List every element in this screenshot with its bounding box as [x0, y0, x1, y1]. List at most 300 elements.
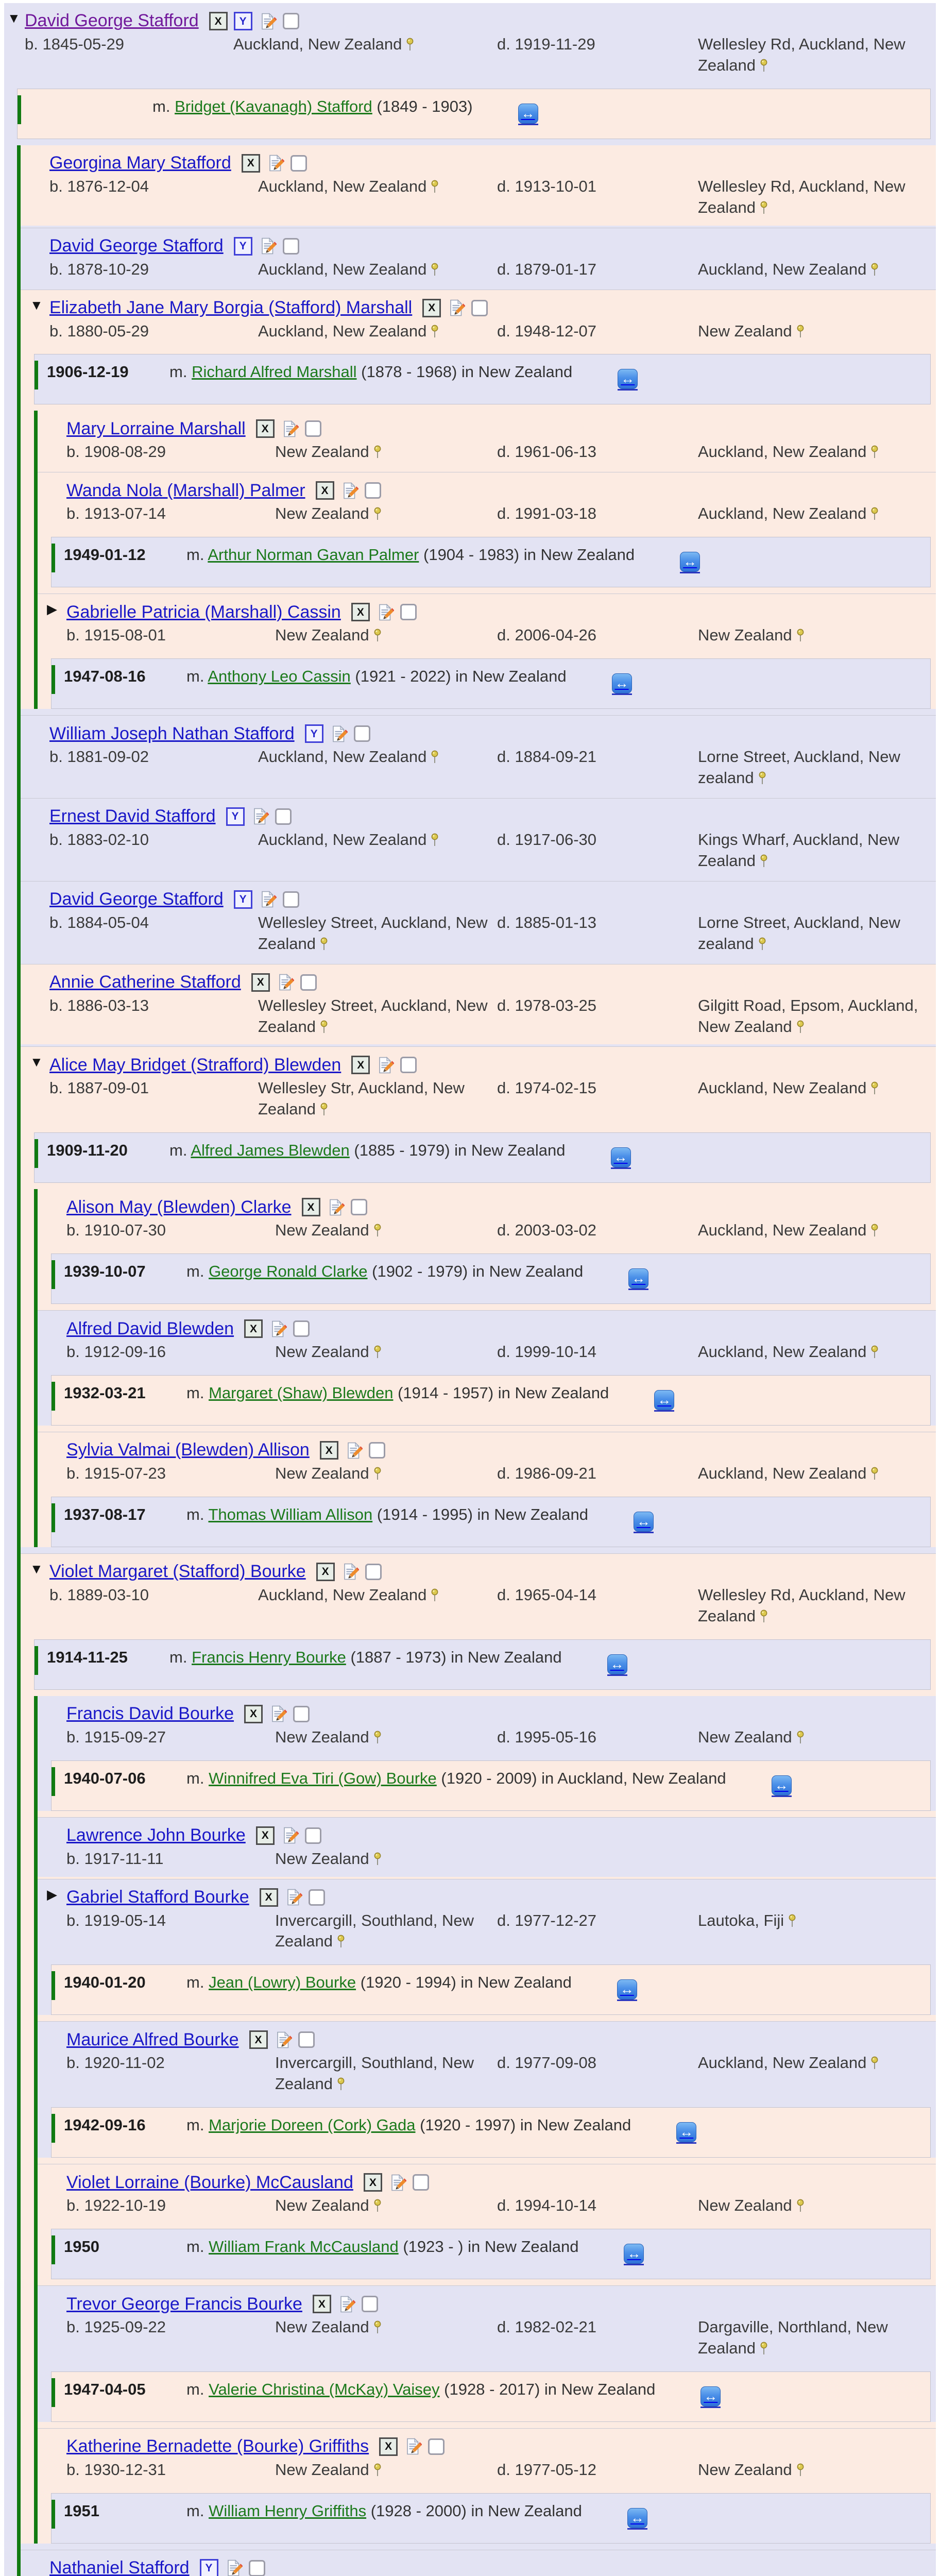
- x-dna-icon: X: [316, 1563, 335, 1581]
- expand-toggle-icon[interactable]: ▶: [47, 601, 57, 617]
- marriage-text: m. William Henry Griffiths (1928 - 2000) in New Zealand: [186, 2501, 582, 2520]
- left-right-arrow-icon[interactable]: ↔: [628, 1268, 648, 1289]
- edit-note-icon[interactable]: [330, 725, 348, 743]
- edit-note-icon[interactable]: [251, 807, 269, 825]
- spouse-link[interactable]: Thomas William Allison: [208, 1505, 373, 1523]
- edit-note-icon[interactable]: [447, 299, 465, 317]
- select-checkbox[interactable]: [298, 2031, 315, 2048]
- spouse-link[interactable]: Valerie Christina (McKay) Vaisey: [209, 2380, 440, 2398]
- map-pin-icon[interactable]: [870, 445, 879, 459]
- map-pin-icon[interactable]: [373, 445, 382, 459]
- person-block: [21, 228, 936, 287]
- map-pin-icon[interactable]: [373, 2199, 382, 2213]
- marriage-row: [51, 2493, 931, 2544]
- person-link[interactable]: Violet Lorraine (Bourke) McCausland: [66, 2172, 353, 2192]
- swap-spouse-link[interactable]: [627, 2508, 647, 2530]
- spouse-link[interactable]: Francis Henry Bourke: [192, 1648, 346, 1666]
- person-subtree: [51, 537, 936, 587]
- select-checkbox[interactable]: [309, 1889, 325, 1906]
- edit-note-icon[interactable]: [281, 420, 299, 438]
- spouse-link[interactable]: William Frank McCausland: [209, 2238, 399, 2256]
- spouse-link[interactable]: Arthur Norman Gavan Palmer: [208, 546, 419, 564]
- map-pin-icon[interactable]: [373, 629, 382, 642]
- birth-place: New Zealand: [275, 2317, 497, 2338]
- edit-note-icon[interactable]: [259, 237, 277, 255]
- map-pin-icon[interactable]: [373, 2463, 382, 2477]
- vitals-row: [66, 1462, 933, 1486]
- birth-place: New Zealand: [275, 1463, 497, 1484]
- birth-date: b. 1845-05-29: [25, 35, 125, 53]
- swap-spouse-link[interactable]: [628, 1268, 648, 1290]
- death-date: d. 1982-02-21: [497, 2318, 597, 2336]
- edit-note-icon[interactable]: [345, 1442, 363, 1460]
- death-place: New Zealand: [698, 321, 931, 342]
- left-right-arrow-icon[interactable]: ↔: [700, 2386, 721, 2406]
- swap-spouse-link[interactable]: [680, 552, 700, 573]
- person-badges: [302, 1198, 367, 1216]
- map-pin-icon[interactable]: [870, 1467, 879, 1481]
- person-subtree: [51, 2107, 936, 2158]
- person-subtree: [34, 1639, 936, 2544]
- person-header: [66, 1195, 933, 1219]
- death-date: d. 1879-01-17: [497, 260, 597, 278]
- children-container: [34, 411, 936, 709]
- edit-note-icon[interactable]: [274, 2031, 292, 2049]
- birth-date: b. 1883-02-10: [49, 830, 149, 849]
- person-link[interactable]: Alison May (Blewden) Clarke: [66, 1197, 292, 1217]
- death-place: New Zealand: [698, 2460, 931, 2481]
- person-link[interactable]: Annie Catherine Stafford: [49, 972, 241, 992]
- person-row: [21, 145, 936, 226]
- map-pin-icon[interactable]: [870, 507, 879, 521]
- select-checkbox[interactable]: [293, 1706, 310, 1722]
- map-pin-icon[interactable]: [320, 1020, 328, 1034]
- map-pin-icon[interactable]: [431, 750, 439, 764]
- swap-spouse-link[interactable]: [654, 1390, 674, 1412]
- swap-spouse-link[interactable]: [624, 2244, 644, 2265]
- x-dna-icon: X: [209, 12, 228, 30]
- y-dna-icon: Y: [226, 807, 245, 826]
- person-link[interactable]: Maurice Alfred Bourke: [66, 2029, 239, 2049]
- x-dna-icon: X: [251, 973, 270, 992]
- birth-place: Invercargill, Southland, New Zealand: [275, 1911, 474, 1951]
- birth-date: b. 1915-07-23: [66, 1464, 166, 1483]
- left-right-arrow-icon[interactable]: ↔: [618, 369, 638, 389]
- person-header: [49, 805, 933, 828]
- map-pin-icon[interactable]: [760, 1609, 768, 1623]
- left-right-arrow-icon[interactable]: ↔: [611, 1147, 631, 1167]
- person-header: [66, 2292, 933, 2316]
- collapse-toggle-icon[interactable]: ▼: [30, 1054, 43, 1070]
- marriage-date: 1932-03-21: [64, 1384, 146, 1402]
- left-right-arrow-icon[interactable]: ↔: [772, 1775, 792, 1795]
- map-pin-icon[interactable]: [760, 2342, 768, 2355]
- collapse-toggle-icon[interactable]: ▼: [7, 10, 21, 26]
- marriage-accent-bar: [35, 1646, 38, 1675]
- person-link[interactable]: Georgina Mary Stafford: [49, 153, 231, 173]
- marriage-accent-bar: [35, 1139, 38, 1168]
- select-checkbox[interactable]: [249, 2560, 265, 2576]
- person-link[interactable]: Sylvia Valmai (Blewden) Allison: [66, 1440, 310, 1460]
- select-checkbox[interactable]: [275, 808, 292, 825]
- spouse-link[interactable]: Jean (Lowry) Bourke: [209, 1973, 356, 1992]
- person-block: [21, 1553, 936, 2544]
- map-pin-icon[interactable]: [870, 1081, 879, 1095]
- person-subtree: [51, 1375, 936, 1426]
- marriage-row: [34, 1639, 931, 1690]
- person-link[interactable]: Gabriel Stafford Bourke: [66, 1887, 249, 1907]
- marriage-accent-bar: [18, 95, 21, 124]
- person-link[interactable]: Alfred David Blewden: [66, 1318, 234, 1338]
- spouse-link[interactable]: Margaret (Shaw) Blewden: [209, 1384, 394, 1402]
- x-dna-icon: X: [256, 419, 275, 438]
- person-link[interactable]: Gabrielle Patricia (Marshall) Cassin: [66, 602, 341, 622]
- spouse-link[interactable]: Winnifred Eva Tiri (Gow) Bourke: [209, 1769, 437, 1787]
- map-pin-icon[interactable]: [796, 1020, 805, 1034]
- person-subtree: [51, 1253, 936, 1304]
- select-checkbox[interactable]: [428, 2438, 445, 2455]
- map-pin-icon[interactable]: [373, 2320, 382, 2334]
- map-pin-icon[interactable]: [760, 59, 768, 73]
- marriage-text: m. Bridget (Kavanagh) Stafford (1849 - 1903): [152, 97, 473, 115]
- edit-note-icon[interactable]: [341, 1563, 359, 1581]
- birth-date: b. 1889-03-10: [49, 1585, 149, 1604]
- person-row: [21, 716, 936, 796]
- person-header: [49, 1053, 933, 1077]
- person-subtree: [51, 1760, 936, 1811]
- person-row: [38, 472, 936, 532]
- birth-date: b. 1915-08-01: [66, 626, 166, 645]
- map-pin-icon[interactable]: [373, 1731, 382, 1744]
- map-pin-icon[interactable]: [320, 937, 328, 951]
- map-pin-icon[interactable]: [870, 2056, 879, 2070]
- death-date: d. 1994-10-14: [497, 2196, 597, 2215]
- death-date: d. 1884-09-21: [497, 748, 597, 766]
- birth-date: b. 1887-09-01: [49, 1079, 149, 1097]
- person-link[interactable]: Wanda Nola (Marshall) Palmer: [66, 480, 305, 500]
- edit-note-icon[interactable]: [337, 2295, 355, 2313]
- person-block: [21, 1046, 936, 1547]
- death-place: Auckland, New Zealand: [698, 2053, 931, 2074]
- select-checkbox[interactable]: [290, 155, 307, 172]
- birth-place: New Zealand: [275, 1342, 497, 1363]
- left-right-arrow-icon[interactable]: ↔: [607, 1654, 627, 1674]
- death-place: Wellesley Rd, Auckland, New Zealand: [698, 177, 905, 216]
- birth-place: Auckland, New Zealand: [258, 1585, 497, 1606]
- map-pin-icon[interactable]: [373, 1224, 382, 1238]
- person-link[interactable]: Elizabeth Jane Mary Borgia (Stafford) Marshall: [49, 297, 413, 317]
- person-block: [38, 1432, 936, 1547]
- death-date: d. 1977-12-27: [497, 1911, 597, 1929]
- spouse-link[interactable]: Marjorie Doreen (Cork) Gada: [209, 2116, 416, 2134]
- map-pin-icon[interactable]: [373, 507, 382, 521]
- left-right-arrow-icon[interactable]: ↔: [612, 673, 632, 693]
- x-dna-icon: X: [260, 1888, 278, 1907]
- marriage-row: [34, 354, 931, 404]
- person-link[interactable]: Katherine Bernadette (Bourke) Griffiths: [66, 2436, 369, 2456]
- person-header: [49, 1560, 933, 1584]
- select-checkbox[interactable]: [369, 1442, 385, 1459]
- person-link[interactable]: Ernest David Stafford: [49, 806, 216, 826]
- x-dna-icon: X: [351, 603, 370, 621]
- person-subtree: [51, 658, 936, 709]
- person-subtree: [51, 2371, 936, 2422]
- death-place: Wellesley Rd, Auckland, New Zealand: [698, 1585, 905, 1625]
- birth-place: Auckland, New Zealand: [258, 829, 497, 851]
- edit-note-icon[interactable]: [388, 2174, 406, 2192]
- map-pin-icon[interactable]: [337, 2077, 345, 2091]
- map-pin-icon[interactable]: [373, 1852, 382, 1866]
- swap-spouse-link[interactable]: [617, 1979, 637, 2001]
- person-badges: [234, 237, 299, 256]
- expand-toggle-icon[interactable]: ▶: [47, 1886, 57, 1902]
- map-pin-icon[interactable]: [431, 263, 439, 277]
- person-header: [66, 1824, 933, 1848]
- death-place: Auckland, New Zealand: [698, 259, 931, 280]
- person-link[interactable]: David George Stafford: [25, 11, 199, 31]
- marriage-date: 1906-12-19: [47, 363, 129, 381]
- spouse-link[interactable]: Anthony Leo Cassin: [208, 667, 351, 686]
- select-checkbox[interactable]: [365, 482, 381, 499]
- person-header: [66, 1317, 933, 1341]
- left-right-arrow-icon[interactable]: ↔: [680, 552, 700, 572]
- person-block: [38, 1879, 936, 2015]
- marriage-accent-bar: [52, 1503, 55, 1532]
- map-pin-icon[interactable]: [796, 325, 805, 338]
- left-right-arrow-icon[interactable]: ↔: [676, 2122, 696, 2142]
- left-right-arrow-icon[interactable]: ↔: [624, 2244, 644, 2264]
- person-header: [25, 9, 933, 33]
- person-header: [66, 1886, 933, 1909]
- select-checkbox[interactable]: [305, 420, 321, 437]
- vitals-row: [66, 1341, 933, 1365]
- edit-note-icon[interactable]: [281, 1826, 299, 1844]
- birth-date: b. 1886-03-13: [49, 996, 149, 1014]
- vitals-row: [49, 175, 933, 221]
- marriage-row: [51, 1253, 931, 1304]
- person-block: [38, 1189, 936, 1304]
- person-badges: [242, 154, 307, 173]
- vitals-row: [66, 2316, 933, 2361]
- select-checkbox[interactable]: [351, 1199, 367, 1215]
- map-pin-icon[interactable]: [320, 1103, 328, 1116]
- map-pin-icon[interactable]: [760, 201, 768, 215]
- person-link[interactable]: David George Stafford: [49, 236, 224, 256]
- person-badges: [200, 2559, 265, 2576]
- vitals-row: [66, 1909, 933, 1955]
- person-link[interactable]: Nathaniel Stafford: [49, 2558, 190, 2576]
- edit-note-icon[interactable]: [259, 890, 277, 908]
- birth-date: b. 1913-07-14: [66, 504, 166, 523]
- select-checkbox[interactable]: [400, 604, 417, 620]
- select-checkbox[interactable]: [354, 725, 370, 742]
- collapse-toggle-icon[interactable]: ▼: [30, 297, 43, 313]
- person-badges: [351, 603, 417, 621]
- swap-spouse-link[interactable]: [618, 369, 638, 391]
- person-link[interactable]: Mary Lorraine Marshall: [66, 418, 246, 438]
- swap-spouse-link[interactable]: [607, 1654, 627, 1676]
- edit-note-icon[interactable]: [284, 1888, 302, 1906]
- select-checkbox[interactable]: [283, 891, 299, 908]
- vitals-row: [66, 1848, 933, 1872]
- person-subtree: [34, 354, 936, 709]
- swap-spouse-link[interactable]: [772, 1775, 792, 1797]
- death-date: d. 1961-06-13: [497, 443, 597, 461]
- marriage-text: m. Valerie Christina (McKay) Vaisey (1928 - 2017) in New Zealand: [186, 2380, 656, 2398]
- select-checkbox[interactable]: [283, 238, 299, 255]
- collapse-toggle-icon[interactable]: ▼: [30, 1561, 43, 1577]
- person-link[interactable]: David George Stafford: [49, 889, 224, 909]
- edit-note-icon[interactable]: [225, 2559, 243, 2576]
- birth-place: Wellesley Str, Auckland, New Zealand: [258, 1079, 465, 1118]
- person-row: [4, 3, 936, 83]
- map-pin-icon[interactable]: [796, 2199, 805, 2213]
- swap-spouse-link[interactable]: [612, 673, 632, 695]
- map-pin-icon[interactable]: [337, 1935, 345, 1948]
- left-right-arrow-icon[interactable]: ↔: [617, 1979, 637, 1999]
- x-dna-icon: X: [256, 1826, 275, 1845]
- select-checkbox[interactable]: [400, 1057, 417, 1073]
- map-pin-icon[interactable]: [870, 1224, 879, 1238]
- map-pin-icon[interactable]: [870, 263, 879, 277]
- person-link[interactable]: Lawrence John Bourke: [66, 1825, 246, 1845]
- map-pin-icon[interactable]: [796, 1731, 805, 1744]
- person-link[interactable]: Alice May Bridget (Strafford) Blewden: [49, 1055, 341, 1075]
- edit-note-icon[interactable]: [269, 1320, 287, 1338]
- edit-note-icon[interactable]: [327, 1198, 345, 1216]
- person-subtree: [51, 1497, 936, 1547]
- spouse-link[interactable]: William Henry Griffiths: [209, 2501, 367, 2520]
- marriage-date: 1940-01-20: [64, 1973, 146, 1992]
- marriage-accent-bar: [35, 361, 38, 389]
- person-badges: [251, 973, 317, 992]
- map-pin-icon[interactable]: [760, 854, 768, 868]
- marriage-date: 1937-08-17: [64, 1505, 146, 1523]
- death-place: Lautoka, Fiji: [698, 1910, 931, 1931]
- edit-note-icon[interactable]: [266, 154, 284, 172]
- map-pin-icon[interactable]: [431, 1588, 439, 1602]
- marriage-text: m. Alfred James Blewden (1885 - 1979) in New Zealand: [169, 1141, 566, 1160]
- edit-note-icon[interactable]: [276, 973, 294, 991]
- left-right-arrow-icon[interactable]: ↔: [518, 104, 538, 124]
- marriage-date: 1949-01-12: [64, 546, 146, 564]
- y-dna-icon: Y: [200, 2559, 218, 2576]
- map-pin-icon[interactable]: [431, 180, 439, 194]
- person-row: [21, 2550, 936, 2576]
- map-pin-icon[interactable]: [796, 629, 805, 642]
- person-block: [21, 881, 936, 962]
- person-row: [21, 228, 936, 287]
- birth-date: b. 1884-05-04: [49, 913, 149, 931]
- map-pin-icon[interactable]: [431, 325, 439, 338]
- left-right-arrow-icon[interactable]: ↔: [654, 1390, 674, 1410]
- marriage-row: [51, 658, 931, 709]
- select-checkbox[interactable]: [293, 1320, 310, 1337]
- y-dna-icon: Y: [234, 890, 252, 909]
- death-date: d. 1977-09-08: [497, 2054, 597, 2072]
- marriage-text: m. Arthur Norman Gavan Palmer (1904 - 1983) in New Zealand: [186, 546, 635, 564]
- birth-date: b. 1922-10-19: [66, 2196, 166, 2215]
- death-place: Auckland, New Zealand: [698, 1342, 931, 1363]
- person-block: [38, 1696, 936, 1811]
- birth-place: New Zealand: [275, 1220, 497, 1241]
- person-block: [21, 798, 936, 879]
- person-link[interactable]: Violet Margaret (Stafford) Bourke: [49, 1562, 306, 1582]
- select-checkbox[interactable]: [413, 2174, 429, 2191]
- map-pin-icon[interactable]: [758, 937, 766, 951]
- person-header: [49, 2556, 933, 2576]
- person-block: [21, 290, 936, 709]
- select-checkbox[interactable]: [362, 2296, 378, 2312]
- person-badges: [305, 724, 370, 743]
- spouse-link[interactable]: Richard Alfred Marshall: [192, 363, 357, 381]
- edit-note-icon[interactable]: [269, 1705, 287, 1723]
- map-pin-icon[interactable]: [870, 1345, 879, 1359]
- select-checkbox[interactable]: [283, 13, 299, 29]
- map-pin-icon[interactable]: [758, 771, 766, 785]
- birth-date: b. 1915-09-27: [66, 1727, 166, 1746]
- death-date: d. 1995-05-16: [497, 1727, 597, 1746]
- edit-note-icon[interactable]: [340, 482, 358, 500]
- person-badges: [316, 481, 381, 500]
- select-checkbox[interactable]: [300, 974, 317, 991]
- map-pin-icon[interactable]: [796, 2463, 805, 2477]
- person-link[interactable]: William Joseph Nathan Stafford: [49, 723, 295, 743]
- map-pin-icon[interactable]: [431, 833, 439, 847]
- person-link[interactable]: Trevor George Francis Bourke: [66, 2294, 302, 2314]
- swap-spouse-link[interactable]: [518, 104, 538, 125]
- person-header: [49, 888, 933, 911]
- person-block: [38, 1817, 936, 1877]
- edit-note-icon[interactable]: [404, 2437, 422, 2455]
- map-pin-icon[interactable]: [406, 38, 414, 52]
- x-dna-icon: X: [316, 481, 334, 500]
- select-checkbox[interactable]: [471, 300, 488, 316]
- edit-note-icon[interactable]: [376, 1056, 394, 1074]
- select-checkbox[interactable]: [305, 1827, 321, 1844]
- person-badges: [256, 419, 321, 438]
- edit-note-icon[interactable]: [259, 12, 277, 30]
- y-dna-icon: Y: [234, 12, 252, 30]
- map-pin-icon[interactable]: [373, 1467, 382, 1481]
- spouse-link[interactable]: Bridget (Kavanagh) Stafford: [175, 97, 372, 115]
- person-link[interactable]: Francis David Bourke: [66, 1704, 234, 1724]
- swap-spouse-link[interactable]: [611, 1147, 631, 1169]
- spouse-link[interactable]: George Ronald Clarke: [209, 1262, 368, 1281]
- left-right-arrow-icon[interactable]: ↔: [634, 1512, 654, 1532]
- left-right-arrow-icon[interactable]: ↔: [627, 2508, 647, 2528]
- swap-spouse-link[interactable]: [676, 2122, 696, 2144]
- person-row: [21, 290, 936, 349]
- marriage-row: [51, 537, 931, 587]
- death-place: Auckland, New Zealand: [698, 442, 931, 463]
- edit-note-icon[interactable]: [376, 603, 394, 621]
- death-date: d. 1917-06-30: [497, 830, 597, 849]
- swap-spouse-link[interactable]: [634, 1512, 654, 1533]
- vitals-row: [66, 2459, 933, 2483]
- marriage-date: 1947-08-16: [64, 667, 146, 686]
- map-pin-icon[interactable]: [373, 1345, 382, 1359]
- death-place: Dargaville, Northland, New Zealand: [698, 2318, 888, 2357]
- swap-spouse-link[interactable]: [700, 2386, 721, 2408]
- spouse-link[interactable]: Alfred James Blewden: [191, 1141, 350, 1160]
- map-pin-icon[interactable]: [788, 1914, 796, 1928]
- vitals-row: [49, 320, 933, 344]
- death-date: d. 1991-03-18: [497, 504, 597, 523]
- select-checkbox[interactable]: [365, 1564, 382, 1580]
- birth-date: b. 1912-09-16: [66, 1343, 166, 1361]
- person-badges: [422, 299, 488, 317]
